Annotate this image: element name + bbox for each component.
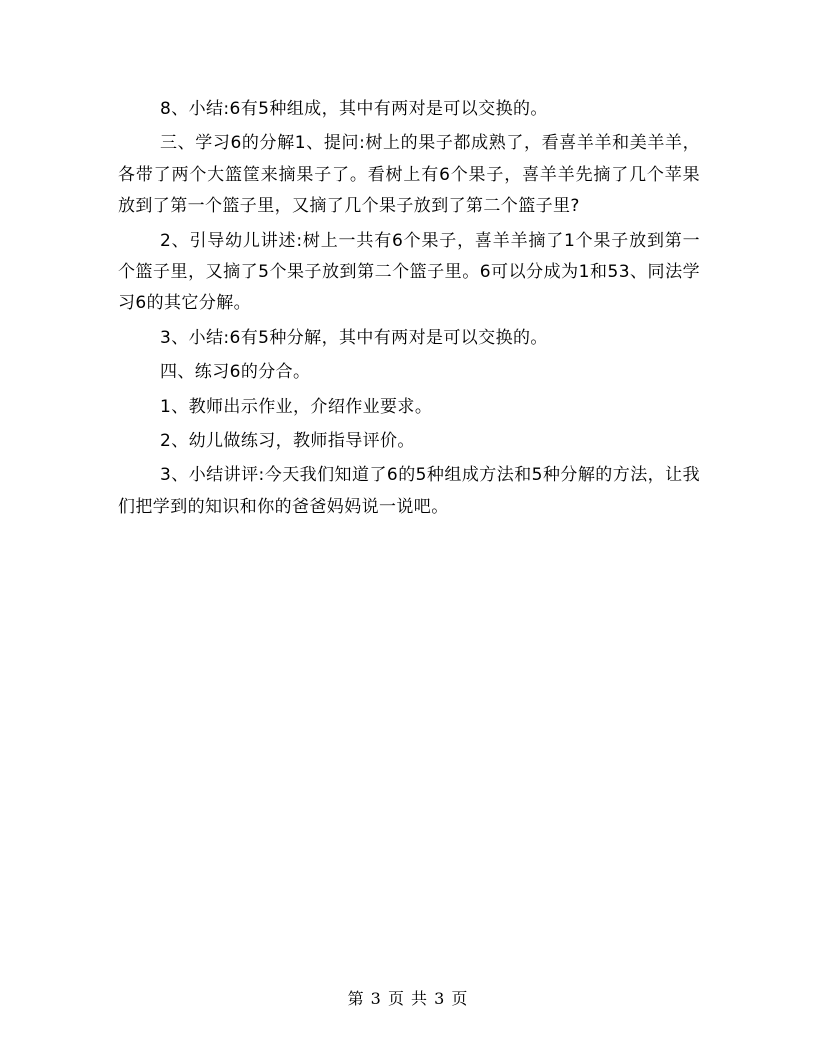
paragraph-summary-composition: 8、小结:6有5种组成，其中有两对是可以交换的。 bbox=[160, 99, 548, 119]
paragraph-practice-heading: 四、练习6的分合。 bbox=[160, 362, 311, 383]
paragraph-final-summary: 3、小结讲评:今天我们知道了6的5种组成方法和5种分解的方法，让我们把学到的知识和你的爸爸妈妈说一说吧。 bbox=[118, 465, 700, 517]
document-body bbox=[118, 94, 700, 526]
paragraph-teacher-assignment: 1、教师出示作业，介绍作业要求。 bbox=[160, 396, 433, 417]
page-footer: 第 3 页 共 3 页 bbox=[347, 989, 469, 1008]
paragraph-summary-decomposition: 3、小结:6有5种分解，其中有两对是可以交换的。 bbox=[160, 327, 548, 348]
paragraph-children-practice: 2、幼儿做练习，教师指导评价。 bbox=[160, 431, 415, 452]
paragraph-guide-narration: 2、引导幼儿讲述:树上一共有6个果子，喜羊羊摘了1个果子放到第一个篮子里，又摘了5个果子放到第二个篮子里。6可以分成为1和53、同法学习6的其它分解。 bbox=[118, 230, 700, 314]
paragraph-learn-decomposition: 三、学习6的分解1、提问:树上的果子都成熟了，看喜羊羊和美羊羊，各带了两个大篮筐来摘果子了。看树上有6个果子，喜羊羊先摘了几个苹果放到了第一个篮子里，又摘了几个果子放到了第二个篮子里? bbox=[118, 133, 700, 217]
